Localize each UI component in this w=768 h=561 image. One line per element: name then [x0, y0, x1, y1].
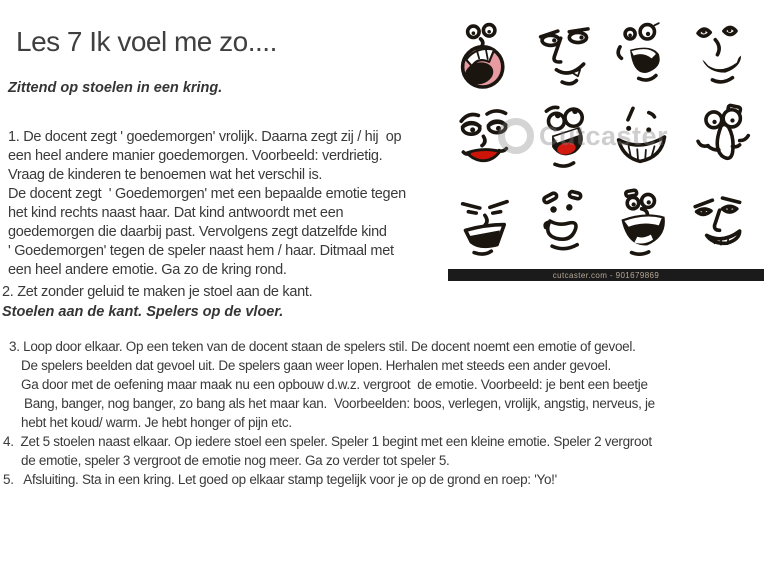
step-4-line: de emotie, speler 3 vergroot de emotie nog meer. Ga zo verder tot speler 5.: [21, 453, 450, 468]
step-1-line: Vraag de kinderen te benoemen wat het verschil is.: [8, 167, 323, 183]
step-3-line: hebt het koud/ warm. Je hebt honger of pijn etc.: [21, 415, 292, 430]
face-annoyed-shout-icon: [451, 183, 529, 267]
cartoon-faces-image: [448, 14, 766, 281]
face-excited-laugh-icon: [607, 16, 685, 100]
steps-3-4-5: [0, 337, 768, 489]
step-5-line: 5. Afsluiting. Sta in een kring. Let goed op elkaar stamp tegelijk voor je op de grond en roep: 'Yo!': [3, 472, 557, 487]
face-smug-smile-icon: [529, 16, 607, 100]
face-surprised-big-mouth-icon: [451, 16, 529, 100]
step-2-line: 2. Zet zonder geluid te maken je stoel aan de kant.: [2, 284, 313, 300]
step-1-line: goedemorgen die daarbij past. Vervolgens zegt datzelfde kind: [8, 224, 387, 240]
step-4-line: 4. Zet 5 stoelen naast elkaar. Op iedere stoel een speler. Speler 1 begint met een kleine emotie. Speler 2 vergroot: [3, 434, 652, 449]
step-1-line: ' Goedemorgen' tegen de speler naast hem / haar. Ditmaal met: [8, 243, 394, 259]
step-1-line: een heel andere emotie. Ga zo de kring rond.: [8, 262, 287, 278]
cutcaster-watermark-text: Cutcaster: [539, 120, 669, 151]
step-1-paragraph: [8, 128, 448, 280]
step-3-line: De spelers beelden dat gevoel uit. De spelers gaan weer lopen. Herhalen met steeds een ander gevoel.: [21, 358, 611, 373]
face-gritted-teeth-icon: [685, 183, 763, 267]
image-credit-text: cutcaster.com - 901679869: [552, 270, 660, 280]
face-cheerful-swirl-smile-icon: [529, 183, 607, 267]
step-1-line: 1. De docent zegt ' goedemorgen' vrolijk. Daarna zegt zij / hij op: [8, 129, 402, 145]
step-1-line: het kind rechts naast haar. Dat kind antwoordt met een: [8, 205, 344, 221]
face-content-red-lips-icon: [451, 100, 529, 184]
step-1-line: De docent zegt ' Goedemorgen' met een bepaalde emotie tegen: [8, 186, 406, 202]
step-2-paragraph: [2, 283, 312, 302]
step-3-line: Bang, banger, nog banger, zo bang als het maar kan. Voorbeelden: boos, verlegen, vrolijk, angstig, nerveus, je: [24, 396, 655, 411]
step-1-line: een heel andere manier goedemorgen. Voorbeeld: verdrietig.: [8, 148, 383, 164]
stage-direction-seated: Zittend op stoelen in een kring.: [8, 80, 223, 96]
image-credit-bar: [448, 269, 764, 281]
page-title: Les 7 Ik voel me zo....: [16, 26, 277, 57]
face-loud-laugh-icon: [607, 183, 685, 267]
step-3-line: 3. Loop door elkaar. Op een teken van de docent staan de spelers stil. De docent noemt een emotie of gevoel.: [9, 339, 636, 354]
step-3-line: Ga door met de oefening maar maak nu een opbouw d.w.z. vergroot de emotie. Voorbeeld: je bent een beetje: [21, 377, 648, 392]
stage-direction-floor: Stoelen aan de kant. Spelers op de vloer.: [2, 304, 284, 320]
faces-grid: [448, 14, 766, 269]
face-laughing-looking-up-icon: [529, 100, 607, 184]
face-nervous-grin-icon: [607, 100, 685, 184]
face-wide-grin-icon: [685, 16, 763, 100]
face-goofy-long-nose-icon: [685, 100, 763, 184]
